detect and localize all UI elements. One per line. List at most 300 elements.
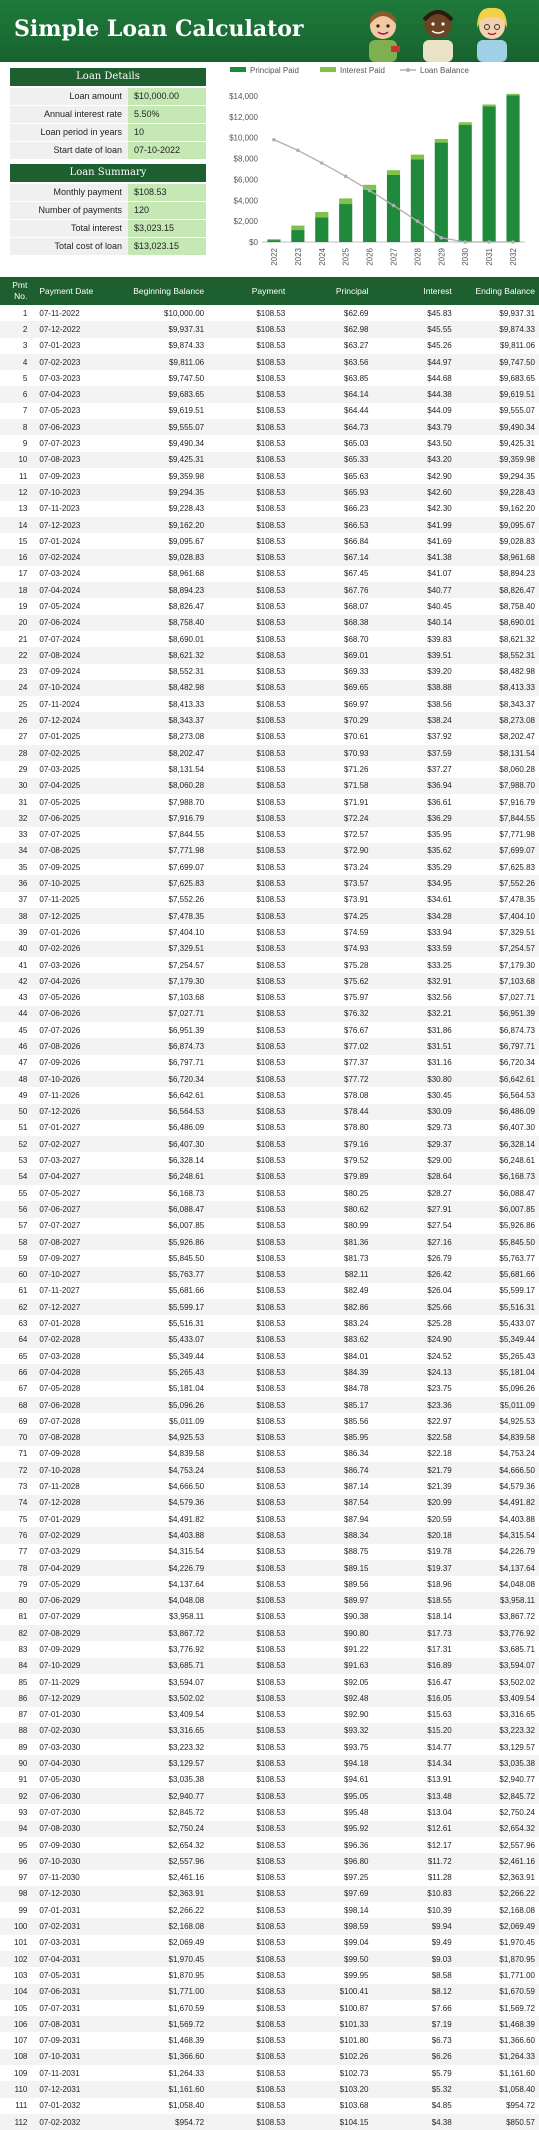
cell-ending-balance: $4,491.82 [499,1498,535,1508]
cell-payment: $108.53 [256,1090,286,1100]
cell-payment-date: 07-01-2026 [39,927,81,937]
cell-payment-date: 07-11-2031 [39,2068,80,2078]
cell-ending-balance: $850.57 [506,2117,535,2127]
cell-principal: $90.38 [344,1612,369,1622]
bar-interest [483,105,496,107]
cell-payment: $108.53 [256,634,286,644]
cell-ending-balance: $3,594.07 [499,1661,535,1671]
cell-beginning-balance: $1,161.60 [168,2085,205,2094]
cell-interest: $26.42 [427,1270,452,1280]
cell-payment-date: 07-07-2027 [39,1221,81,1231]
cell-ending-balance: $9,490.34 [499,422,535,432]
cell-payment-date: 07-01-2029 [39,1514,81,1524]
table-row [0,1495,539,1511]
cell-payment-date: 07-12-2024 [39,716,81,726]
cell-payment: $108.53 [256,862,286,872]
table-row [0,827,539,843]
cell-ending-balance: $6,007.85 [499,1204,535,1214]
cell-pmt-no: 102 [14,1954,28,1964]
table-row [0,1348,539,1364]
cell-ending-balance: $9,359.98 [499,455,535,465]
cell-pmt-no: 10 [18,455,28,465]
cell-payment: $108.53 [256,1905,286,1915]
table-row [0,2114,539,2130]
header-interest: Interest [423,285,452,296]
cell-payment-date: 07-09-2026 [39,1058,81,1068]
cell-principal: $85.56 [344,1416,369,1426]
cell-principal: $93.75 [344,1742,369,1752]
cell-beginning-balance: $2,940.77 [168,1791,205,1801]
cell-payment-date: 07-08-2025 [39,846,81,856]
cell-pmt-no: 35 [18,862,28,872]
cell-payment: $108.53 [256,2101,286,2111]
cell-interest: $10.83 [427,1889,452,1899]
cell-principal: $69.01 [344,650,369,660]
cell-ending-balance: $1,366.60 [499,2036,535,2046]
cell-payment-date: 07-12-2030 [39,1889,81,1899]
cell-interest: $19.37 [427,1563,452,1573]
cell-pmt-no: 25 [18,699,28,709]
cell-pmt-no: 58 [18,1237,28,1247]
header-payment: Payment [251,285,286,296]
cell-payment: $108.53 [256,1579,286,1589]
cell-pmt-no: 52 [18,1139,28,1149]
cell-interest: $42.60 [427,487,452,497]
y-tick-label: $2,000 [233,217,258,227]
cell-beginning-balance: $9,359.98 [168,471,205,481]
cell-payment-date: 07-02-2025 [39,748,81,758]
cell-beginning-balance: $6,642.61 [168,1090,205,1100]
cell-interest: $32.56 [427,993,452,1003]
cell-principal: $78.80 [344,1123,369,1133]
header-principal: Principal [335,285,369,296]
cell-beginning-balance: $954.72 [175,2117,205,2127]
cell-ending-balance: $3,685.71 [499,1644,535,1654]
cell-ending-balance: $5,599.17 [499,1286,535,1296]
cell-interest: $14.34 [427,1759,452,1769]
cell-interest: $18.14 [427,1612,452,1622]
cell-pmt-no: 77 [18,1547,28,1557]
cell-ending-balance: $954.72 [506,2101,535,2111]
header-pmt-no: Pmt No. [12,280,28,301]
cell-interest: $31.16 [427,1058,452,1068]
cell-principal: $89.15 [344,1563,369,1573]
cell-pmt-no: 66 [18,1367,28,1377]
cell-payment-date: 07-05-2028 [39,1384,81,1394]
interest-rate-input[interactable]: 5.50% [128,106,206,123]
cell-beginning-balance: $6,486.09 [168,1123,205,1133]
table-row [0,1592,539,1608]
table-row [0,1152,539,1168]
cell-interest: $32.91 [427,976,452,986]
cell-pmt-no: 80 [18,1596,28,1606]
cell-ending-balance: $2,557.96 [499,1840,535,1850]
cell-beginning-balance: $7,103.68 [168,993,205,1003]
cell-payment-date: 07-08-2030 [39,1824,81,1834]
cell-ending-balance: $8,552.31 [499,650,535,660]
start-date-input[interactable]: 07-10-2022 [128,142,206,159]
cell-payment: $108.53 [256,1791,286,1801]
cell-payment: $108.53 [256,667,286,677]
cell-payment-date: 07-10-2031 [39,2052,81,2062]
monthly-payment-label: Monthly payment [10,184,128,201]
cell-pmt-no: 78 [18,1563,28,1573]
cell-principal: $102.26 [339,2052,369,2062]
cell-ending-balance: $4,839.58 [499,1433,535,1443]
cell-beginning-balance: $1,468.39 [168,2036,205,2046]
cell-beginning-balance: $7,478.35 [168,911,205,921]
table-row [0,2000,539,2016]
x-tick-label: 2032 [509,248,519,266]
table-row [0,1918,539,1934]
cell-ending-balance: $7,027.71 [499,993,535,1003]
cell-interest: $5.79 [431,2068,452,2078]
table-row [0,370,539,386]
cell-payment-date: 07-11-2024 [39,699,80,709]
cell-payment: $108.53 [256,1742,286,1752]
cell-ending-balance: $9,747.50 [499,357,535,367]
cell-payment: $108.53 [256,1710,286,1720]
cell-principal: $87.14 [344,1482,369,1492]
cell-interest: $39.20 [427,667,452,677]
cell-payment: $108.53 [256,650,286,660]
cell-interest: $11.72 [427,1856,452,1866]
cell-beginning-balance: $3,958.11 [169,1612,205,1622]
cell-pmt-no: 24 [18,683,28,693]
cell-payment-date: 07-06-2031 [39,1987,81,1997]
cell-payment-date: 07-12-2029 [39,1693,81,1703]
cell-pmt-no: 32 [18,813,28,823]
cell-pmt-no: 108 [14,2052,28,2062]
table-row [0,321,539,337]
cell-ending-balance: $9,555.07 [499,406,535,416]
cell-payment: $108.53 [256,911,286,921]
cell-principal: $66.53 [344,520,369,530]
cell-interest: $37.59 [427,748,452,758]
cell-beginning-balance: $5,096.26 [168,1400,205,1410]
cell-beginning-balance: $7,771.98 [168,846,205,856]
cell-principal: $87.94 [344,1514,369,1524]
cell-ending-balance: $8,202.47 [499,732,535,742]
cell-payment-date: 07-03-2031 [39,1938,81,1948]
cell-interest: $4.38 [431,2117,452,2127]
legend-label: Interest Paid [340,66,385,75]
x-tick-label: 2030 [461,248,471,266]
bar-principal [363,190,376,242]
bar-interest [387,170,400,175]
table-row [0,1478,539,1494]
cell-principal: $101.80 [339,2036,369,2046]
cell-pmt-no: 109 [14,2068,28,2078]
loan-amount-input[interactable]: $10,000.00 [128,88,206,105]
cell-ending-balance: $6,642.61 [499,1074,535,1084]
cell-pmt-no: 38 [18,911,28,921]
cell-interest: $33.25 [427,960,452,970]
cell-payment-date: 07-10-2025 [39,879,81,889]
cell-payment-date: 07-05-2025 [39,797,81,807]
table-row [0,2016,539,2032]
cell-beginning-balance: $9,095.67 [168,536,205,546]
cell-beginning-balance: $4,315.54 [168,1547,205,1557]
cell-interest: $25.28 [427,1319,452,1329]
cell-payment-date: 07-01-2027 [39,1123,81,1133]
cell-pmt-no: 101 [14,1938,28,1948]
cell-ending-balance: $9,874.33 [499,324,535,334]
cell-payment: $108.53 [256,1514,286,1524]
cell-payment-date: 07-10-2024 [39,683,81,693]
cell-payment: $108.53 [256,618,286,628]
cell-ending-balance: $9,425.31 [499,439,535,449]
cell-pmt-no: 40 [18,944,28,954]
loan-period-label: Loan period in years [10,124,128,141]
table-row [0,1837,539,1853]
cell-principal: $99.04 [344,1938,369,1948]
y-tick-label: $10,000 [229,133,258,143]
table-row [0,2081,539,2097]
cell-payment-date: 07-02-2030 [39,1726,81,1736]
cell-payment: $108.53 [256,976,286,986]
bar-interest [411,155,424,160]
cell-beginning-balance: $8,621.32 [168,650,205,660]
cell-payment-date: 07-06-2029 [39,1596,81,1606]
bar-interest [291,226,304,230]
cell-interest: $41.69 [427,536,452,546]
cell-interest: $20.59 [427,1514,452,1524]
loan-period-input[interactable]: 10 [128,124,206,141]
cell-principal: $85.17 [344,1400,369,1410]
cell-principal: $93.32 [344,1726,369,1736]
cell-interest: $35.95 [427,830,452,840]
table-row [0,566,539,582]
bar-interest [339,198,352,204]
cell-beginning-balance: $1,771.00 [168,1987,205,1997]
cell-ending-balance: $7,844.55 [499,813,535,823]
cell-ending-balance: $4,315.54 [499,1530,535,1540]
cell-beginning-balance: $8,131.54 [168,764,205,774]
cell-pmt-no: 48 [18,1074,28,1084]
cell-payment-date: 07-05-2024 [39,601,81,611]
cell-interest: $22.97 [427,1416,452,1426]
cell-pmt-no: 44 [18,1009,28,1019]
table-row [0,924,539,940]
table-row [0,1723,539,1739]
cell-payment: $108.53 [256,536,286,546]
cell-ending-balance: $8,621.32 [499,634,535,644]
cell-beginning-balance: $10,000.00 [164,308,205,318]
cell-beginning-balance: $9,162.20 [168,520,205,530]
cell-beginning-balance: $5,265.43 [168,1367,205,1377]
cell-payment: $108.53 [256,1058,286,1068]
loan-chart [220,62,535,277]
cell-payment-date: 07-03-2029 [39,1547,81,1557]
cell-beginning-balance: $9,294.35 [168,487,205,497]
table-row [0,745,539,761]
cell-ending-balance: $5,265.43 [499,1351,535,1361]
table-row [0,1560,539,1576]
cell-interest: $5.32 [431,2085,452,2094]
cell-interest: $37.27 [427,764,452,774]
legend-swatch [320,67,336,72]
cell-pmt-no: 95 [18,1840,28,1850]
cell-principal: $96.36 [344,1840,369,1850]
cell-interest: $27.54 [427,1221,452,1231]
cell-interest: $44.38 [427,390,452,400]
cell-principal: $82.11 [344,1270,369,1280]
cell-interest: $41.99 [427,520,452,530]
cell-principal: $79.89 [344,1172,369,1182]
cell-beginning-balance: $3,502.02 [168,1693,205,1703]
cell-pmt-no: 37 [18,895,28,905]
cell-principal: $67.76 [344,585,369,595]
cell-principal: $95.48 [344,1807,369,1817]
cell-payment-date: 07-08-2029 [39,1628,81,1638]
cell-payment: $108.53 [256,1351,286,1361]
table-row [0,1381,539,1397]
cell-principal: $74.93 [344,944,369,954]
cell-beginning-balance: $8,273.08 [168,732,205,742]
cell-ending-balance: $6,407.30 [499,1123,535,1133]
cell-ending-balance: $5,181.04 [499,1367,535,1377]
cell-payment: $108.53 [256,1596,286,1606]
cell-ending-balance: $4,666.50 [499,1465,535,1475]
cell-payment-date: 07-02-2027 [39,1139,81,1149]
cell-ending-balance: $7,771.98 [499,830,535,840]
balance-point [272,138,276,142]
cell-principal: $71.91 [344,797,369,807]
cell-beginning-balance: $3,594.07 [168,1677,205,1687]
cell-payment: $108.53 [256,1661,286,1671]
cell-principal: $85.95 [344,1433,369,1443]
table-row [0,1772,539,1788]
cell-pmt-no: 107 [14,2036,28,2046]
cell-beginning-balance: $8,690.01 [168,634,205,644]
cell-pmt-no: 46 [18,1042,28,1051]
cell-interest: $30.09 [427,1107,452,1117]
cell-pmt-no: 106 [14,2019,28,2029]
table-row [0,2065,539,2081]
cell-payment: $108.53 [256,439,286,449]
cell-pmt-no: 20 [18,618,28,628]
cell-ending-balance: $8,690.01 [499,618,535,628]
cell-ending-balance: $1,870.95 [499,1954,535,1964]
table-row [0,468,539,484]
cell-principal: $84.01 [344,1351,369,1361]
cell-ending-balance: $1,058.40 [499,2085,535,2094]
cell-payment-date: 07-01-2023 [39,341,81,351]
cell-payment: $108.53 [256,1482,286,1492]
cell-principal: $82.49 [344,1286,369,1296]
cell-payment-date: 07-04-2030 [39,1759,81,1769]
bar-principal [459,125,472,242]
cell-interest: $44.09 [427,406,452,416]
cell-payment-date: 07-01-2028 [39,1319,81,1329]
cell-beginning-balance: $2,750.24 [168,1824,205,1834]
cell-beginning-balance: $7,988.70 [168,797,205,807]
cell-beginning-balance: $9,028.83 [168,553,205,563]
cell-ending-balance: $4,753.24 [499,1449,535,1459]
cell-principal: $65.93 [344,487,369,497]
cell-pmt-no: 13 [18,504,28,514]
cell-interest: $30.80 [427,1074,452,1084]
cell-principal: $89.56 [344,1579,369,1589]
y-tick-label: $0 [249,238,258,247]
cell-principal: $83.24 [344,1319,369,1329]
cell-principal: $64.73 [344,422,369,432]
cell-ending-balance: $9,811.06 [500,341,535,351]
cell-interest: $28.27 [427,1188,452,1198]
table-row [0,973,539,989]
cell-payment-date: 07-10-2023 [39,487,81,497]
cell-pmt-no: 97 [18,1873,28,1883]
cell-ending-balance: $9,683.65 [499,373,535,383]
cell-pmt-no: 54 [18,1172,28,1182]
cell-payment-date: 07-02-2031 [39,1922,81,1932]
table-row [0,1267,539,1283]
table-row [0,1087,539,1103]
cell-ending-balance: $7,699.07 [499,846,535,856]
cell-principal: $84.78 [344,1384,369,1394]
cell-payment: $108.53 [256,1221,286,1231]
cell-payment: $108.53 [256,1107,286,1117]
cell-ending-balance: $2,845.72 [499,1791,535,1801]
bar-principal [411,159,424,242]
table-row [0,1169,539,1185]
cell-payment: $108.53 [256,2085,286,2094]
cell-payment: $108.53 [256,1302,286,1312]
cell-ending-balance: $3,316.65 [499,1710,535,1720]
cell-interest: $39.83 [427,634,452,644]
cell-principal: $77.37 [344,1058,369,1068]
start-date-label: Start date of loan [10,142,128,159]
cell-payment-date: 07-07-2028 [39,1416,81,1426]
cell-pmt-no: 42 [18,976,28,986]
cell-payment: $108.53 [256,1498,286,1508]
table-row [0,1136,539,1152]
cell-payment-date: 07-11-2022 [39,308,80,318]
cell-interest: $41.38 [427,553,452,563]
cell-ending-balance: $8,826.47 [499,585,535,595]
cell-interest: $34.28 [427,911,452,921]
cell-principal: $68.38 [344,618,369,628]
cell-payment-date: 07-07-2026 [39,1025,81,1035]
cell-payment-date: 07-09-2024 [39,667,81,677]
cell-ending-balance: $5,845.50 [499,1237,535,1247]
cell-pmt-no: 93 [18,1807,28,1817]
cell-ending-balance: $9,228.43 [499,487,535,497]
cell-payment: $108.53 [256,895,286,905]
cell-interest: $17.31 [427,1644,452,1654]
cell-principal: $88.75 [344,1547,369,1557]
cell-pmt-no: 5 [22,373,28,383]
cell-pmt-no: 12 [18,487,28,497]
table-row [0,1397,539,1413]
header-beginning-balance: Beginning Balance [133,285,205,296]
cell-principal: $79.52 [344,1156,369,1166]
cell-payment: $108.53 [256,1612,286,1622]
cell-payment-date: 07-09-2029 [39,1644,81,1654]
cell-ending-balance: $9,937.31 [499,308,535,318]
cell-payment: $108.53 [256,553,286,563]
cell-payment: $108.53 [256,2003,286,2013]
cell-beginning-balance: $8,758.40 [168,618,205,628]
cell-interest: $23.75 [427,1384,452,1394]
cell-interest: $40.14 [427,618,452,628]
balance-point [344,175,348,179]
x-tick-label: 2023 [293,248,303,266]
cell-payment: $108.53 [256,2068,286,2078]
cell-beginning-balance: $1,670.59 [168,2003,205,2013]
cell-principal: $74.25 [344,911,369,921]
